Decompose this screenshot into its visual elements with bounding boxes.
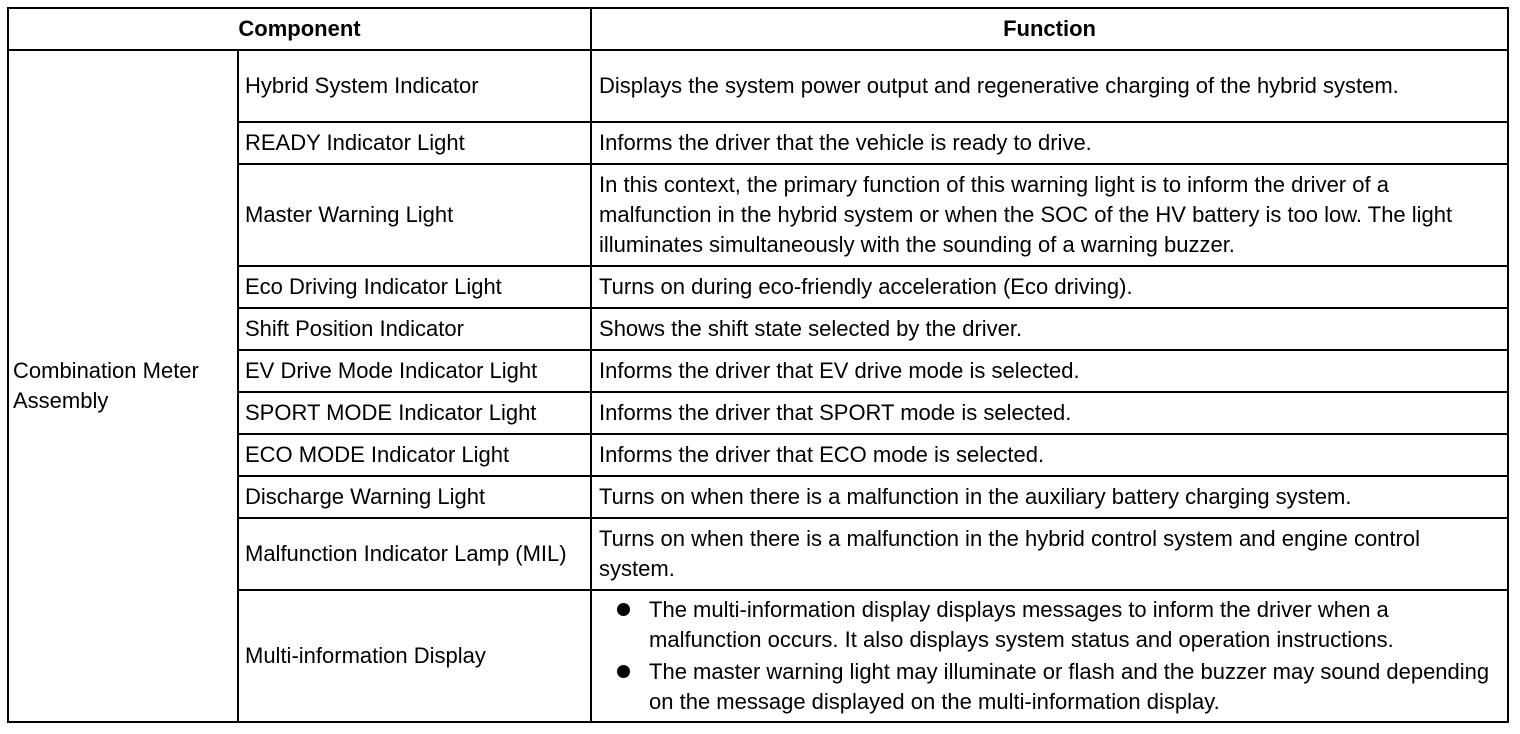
function-cell: Shows the shift state selected by the driver. [591,308,1508,350]
bullet-item [615,657,1500,717]
function-cell [591,590,1508,722]
function-cell: Informs the driver that ECO mode is selected. [591,434,1508,476]
function-cell: Turns on during eco-friendly acceleration (Eco driving). [591,266,1508,308]
component-cell: READY Indicator Light [238,122,591,164]
component-cell: Shift Position Indicator [238,308,591,350]
component-cell: Master Warning Light [238,164,591,266]
function-cell: Informs the driver that EV drive mode is selected. [591,350,1508,392]
bullet-item [615,595,1500,655]
bullet-text: The multi-information display displays messages to inform the driver when a malfunction occurs. It also displays system status and operation instructions. [649,597,1394,652]
header-component: Component [8,8,591,50]
group-label: Combination Meter Assembly [8,50,238,722]
component-cell: Eco Driving Indicator Light [238,266,591,308]
function-cell: Informs the driver that the vehicle is ready to drive. [591,122,1508,164]
component-function-table [7,7,1509,723]
function-cell: Turns on when there is a malfunction in the hybrid control system and engine control system. [591,518,1508,590]
component-cell: Multi-information Display [238,590,591,722]
function-cell: Displays the system power output and regenerative charging of the hybrid system. [591,50,1508,122]
component-cell: Discharge Warning Light [238,476,591,518]
header-function: Function [591,8,1508,50]
bullet-icon [617,665,630,678]
function-cell: Informs the driver that SPORT mode is selected. [591,392,1508,434]
component-cell: Malfunction Indicator Lamp (MIL) [238,518,591,590]
component-cell: EV Drive Mode Indicator Light [238,350,591,392]
component-cell: Hybrid System Indicator [238,50,591,122]
bullet-text: The master warning light may illuminate or flash and the buzzer may sound depending on the message displayed on the multi-information display. [649,659,1490,714]
component-cell: SPORT MODE Indicator Light [238,392,591,434]
component-cell: ECO MODE Indicator Light [238,434,591,476]
function-cell: In this context, the primary function of this warning light is to inform the driver of a malfunction in the hybrid system or when the SOC of the HV battery is too low. The light illuminates simultaneously with the sounding of a warning buzzer. [591,164,1508,266]
bullet-list [599,595,1500,717]
header-row [8,8,1508,50]
table-row [8,50,1508,122]
bullet-icon [617,603,630,616]
function-cell: Turns on when there is a malfunction in the auxiliary battery charging system. [591,476,1508,518]
